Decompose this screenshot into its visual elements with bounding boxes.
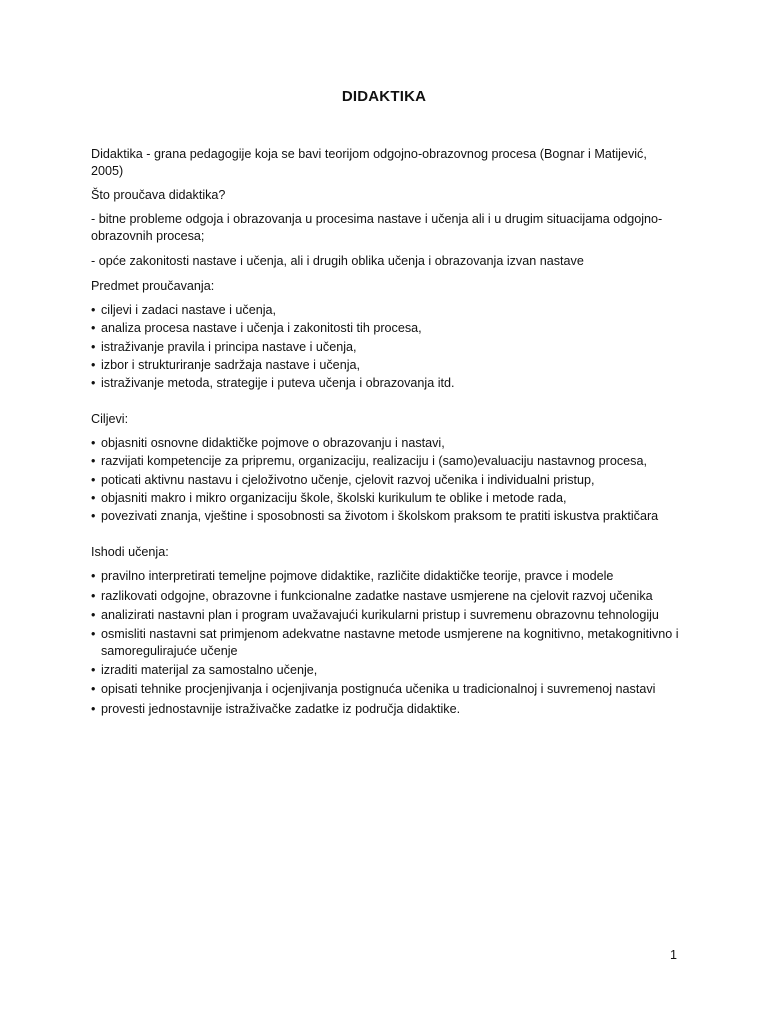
list-item: • istraživanje pravila i principa nastave i učenja, [91, 339, 681, 356]
list-item: • poticati aktivnu nastavu i cjeloživotno učenje, cjelovit razvoj učenika i individualni pristup, [91, 472, 681, 489]
page-number: 1 [669, 948, 677, 962]
question-line: Što proučava didaktika? [91, 188, 226, 202]
list-item: • razvijati kompetencije za pripremu, organizaciju, realizaciju i (samo)evaluaciju nastavnog procesa, [91, 453, 681, 470]
list-item: • izbor i strukturiranje sadržaja nastave i učenja, [91, 357, 681, 374]
section-heading-ishodi: Ishodi učenja: [91, 545, 169, 560]
list-item: • analiza procesa nastave i učenja i zakonitosti tih procesa, [91, 320, 681, 337]
list-item: • izraditi materijal za samostalno učenje, [91, 662, 681, 679]
intro-paragraph: Didaktika - grana pedagogije koja se bavi teorijom odgojno-obrazovnog procesa (Bognar i Matijević, 2005) [91, 147, 647, 178]
document-title: DIDAKTIKA [341, 88, 427, 105]
list-item: • analizirati nastavni plan i program uvažavajući kurikularni pristup i suvremenu obrazovnu tehnologiju [91, 607, 681, 624]
list-item: • ciljevi i zadaci nastave i učenja, [91, 302, 681, 319]
list-item: • istraživanje metoda, strategije i puteva učenja i obrazovanja itd. [91, 375, 681, 392]
list-item: • razlikovati odgojne, obrazovne i funkcionalne zadatke nastave usmjerene na cjelovit razvoj učenika [91, 588, 681, 605]
list-item: • pravilno interpretirati temeljne pojmove didaktike, različite didaktičke teorije, pravce i modele [91, 568, 681, 585]
section-list-predmet [91, 302, 681, 392]
list-item: • objasniti makro i mikro organizaciju škole, školski kurikulum te oblike i metode rada, [91, 490, 681, 507]
list-item: • objasniti osnovne didaktičke pojmove o obrazovanju i nastavi, [91, 435, 681, 452]
section-heading-ciljevi: Ciljevi: [91, 412, 129, 427]
document-body [91, 146, 681, 720]
dash-item: - opće zakonitosti nastave i učenja, ali i drugih oblika učenja i obrazovanja izvan nastave [91, 254, 584, 268]
section-list-ciljevi [91, 435, 681, 525]
list-item: • provesti jednostavnije istraživačke zadatke iz područja didaktike. [91, 701, 681, 718]
list-item: • opisati tehnike procjenjivanja i ocjenjivanja postignuća učenika u tradicionalnoj i suvremenoj nastavi [91, 681, 681, 698]
section-heading-predmet: Predmet proučavanja: [91, 279, 215, 293]
section-list-ishodi [91, 568, 681, 717]
dash-item: - bitne probleme odgoja i obrazovanja u procesima nastave i učenja ali i u drugim situacijama odgojno-obrazovnih procesa; [91, 212, 663, 243]
list-item: • povezivati znanja, vještine i sposobnosti sa životom i školskom praksom te pratiti iskustva praktičara [91, 508, 681, 525]
list-item: • osmisliti nastavni sat primjenom adekvatne nastavne metode usmjerene na kognitivno, metakognitivno i samoregulirajuće učenje [91, 626, 681, 660]
